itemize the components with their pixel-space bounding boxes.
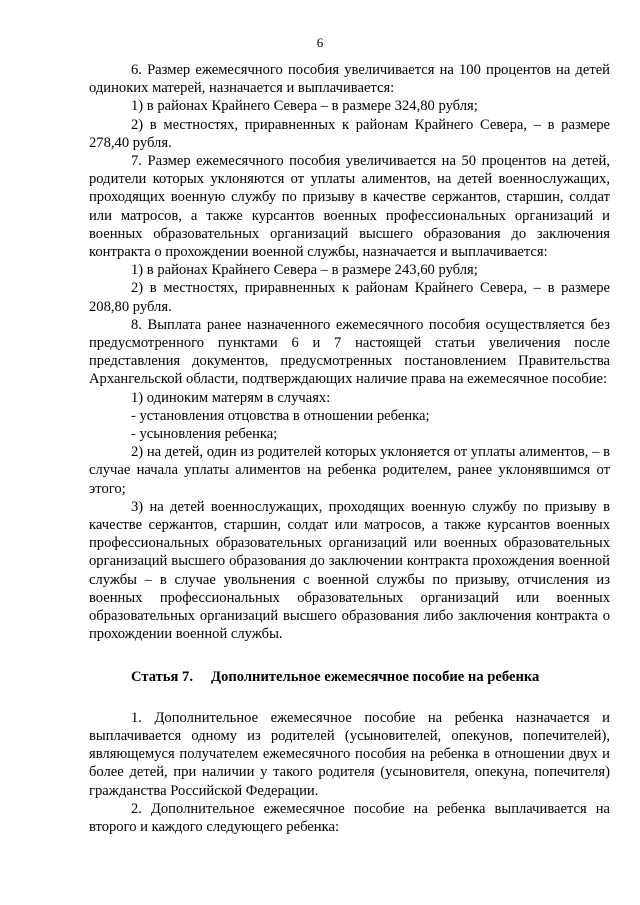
- paragraphs-before-article: [89, 61, 610, 644]
- document-body: [89, 61, 610, 836]
- article-heading: [89, 668, 610, 686]
- article-number: Статья 7.: [131, 668, 193, 685]
- page-number: 6: [316, 35, 324, 50]
- paragraph: 6. Размер ежемесячного пособия увеличивается на 100 процентов на детей одиноких матерей, назначается и выплачивается:: [89, 62, 610, 97]
- paragraph: 7. Размер ежемесячного пособия увеличивается на 50 процентов на детей, родители которых уклоняются от уплаты алиментов, на детей военнослужащих, проходящих военную службу по призыву в качестве сержантов, старшин, солдат или матросов, а также курсантов военных профессиональных организаций и военных образовательных организаций высшего образования до заключения контракта о прохождении военной службы, назначается и выплачивается:: [89, 153, 610, 261]
- paragraph: 1) одиноким матерям в случаях:: [131, 389, 331, 406]
- paragraph: - усыновления ребенка;: [131, 426, 278, 443]
- paragraph: 2. Дополнительное ежемесячное пособие на ребенка выплачивается на второго и каждого следующего ребенка:: [89, 800, 610, 835]
- paragraph: 1. Дополнительное ежемесячное пособие на ребенка назначается и выплачивается одному из родителей (усыновителей, опекунов, попечителей), являющемуся получателем ежемесячного пособия на ребенка в отношении двух и более детей, при наличии у такого родителя (усыновителя, опекуна, попечителя) гражданства Российской Федерации.: [89, 709, 610, 799]
- paragraphs-after-article: [89, 709, 610, 836]
- paragraph: 1) в районах Крайнего Севера – в размере 324,80 рубля;: [131, 98, 478, 115]
- paragraph: 8. Выплата ранее назначенного ежемесячного пособия осуществляется без предусмотренного пунктами 6 и 7 настоящей статьи увеличения после представления документов, предусмотренных постановлением Правительства Архангельской области, подтверждающих наличие права на ежемесячное пособие:: [89, 316, 610, 388]
- paragraph: 2) в местностях, приравненных к районам Крайнего Севера, – в размере 278,40 рубля.: [89, 116, 610, 151]
- paragraph: 2) на детей, один из родителей которых уклоняется от уплаты алиментов, – в случае начала уплаты алиментов на ребенка родителем, ранее уклонявшимся от этого;: [89, 444, 610, 497]
- article-title: Дополнительное ежемесячное пособие на ребенка: [211, 668, 540, 685]
- paragraph: - установления отцовства в отношении ребенка;: [131, 407, 430, 424]
- paragraph: 3) на детей военнослужащих, проходящих военную службу по призыву в качестве сержантов, старшин, солдат или матросов, а также курсантов военных профессиональных образовательных организаций или военных образовательных организаций высшего образования до заключении контракта прохождения военной службы – в случае увольнения с военной службы по призыву, отчисления из военных профессиональных образовательных организаций или военных образовательных организаций высшего образования либо заключения контракта о прохождении военной службы.: [89, 498, 610, 643]
- paragraph: 2) в местностях, приравненных к районам Крайнего Севера, – в размере 208,80 рубля.: [89, 280, 610, 315]
- paragraph: 1) в районах Крайнего Севера – в размере 243,60 рубля;: [131, 262, 478, 279]
